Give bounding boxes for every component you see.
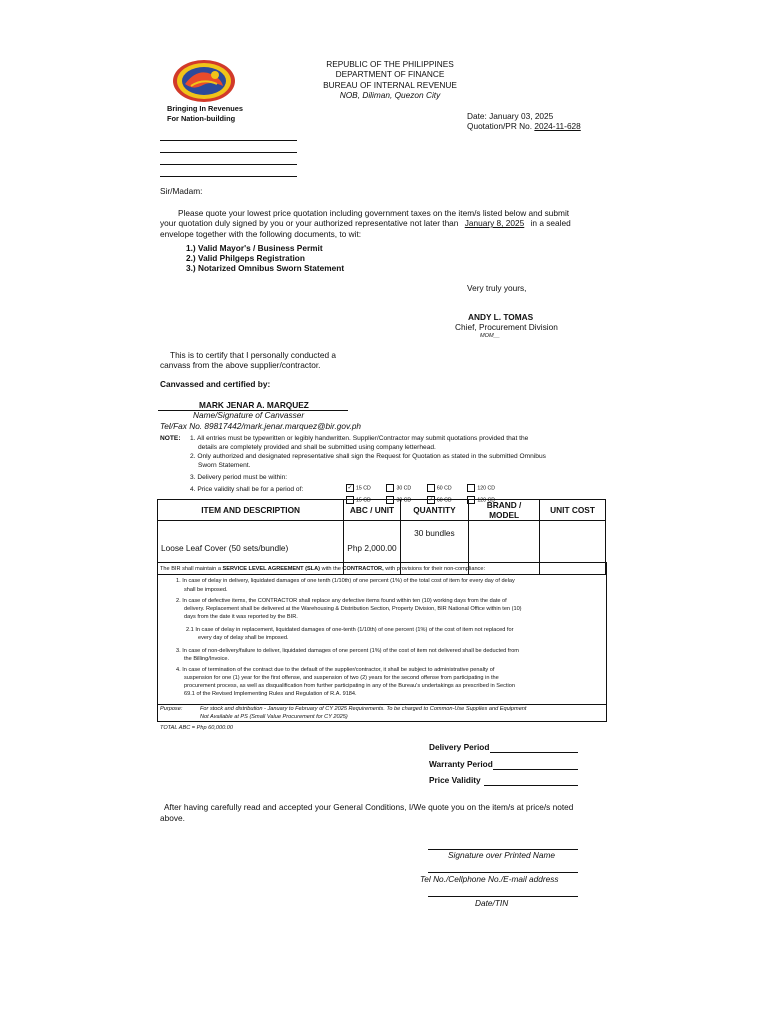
sla-item-4: 4. In case of termination of the contract due to the default of the supplier/contractor, it shall be subject to administrative penalty of bbox=[176, 667, 495, 673]
cell-quantity: 30 bundles bbox=[400, 521, 468, 575]
delivery-option-60[interactable]: 60 CD bbox=[427, 484, 455, 492]
body-line-2a: your quotation duly signed by you or your authorized representative not later than bbox=[160, 218, 459, 228]
tagline-line1: Bringing In Revenues bbox=[167, 104, 243, 113]
acceptance-line-2: above. bbox=[160, 813, 185, 823]
canvasser-name: MARK JENAR A. MARQUEZ bbox=[199, 400, 309, 410]
note-1: 1. All entries must be typewritten or legibly handwritten. Supplier/Contractor may submit quotations provided that the bbox=[190, 435, 529, 442]
quotation-line bbox=[467, 121, 581, 131]
sla-intro: The BIR shall maintain a SERVICE LEVEL AGREEMENT (SLA) with the CONTRACTOR, with provisions for their non-compliance: bbox=[160, 566, 486, 572]
note-2: 2. Only authorized and designated representative shall sign the Request for Quotation as stated in the submitted Omnibus bbox=[190, 453, 546, 460]
signature-caption: Signature over Printed Name bbox=[448, 850, 555, 860]
note-4: 4. Price validity shall be for a period of: bbox=[190, 486, 304, 493]
bir-logo bbox=[171, 58, 237, 104]
document-item: 3.) Notarized Omnibus Sworn Statement bbox=[186, 263, 345, 273]
sla-item-2b: delivery. Replacement shall be delivered at the Warehousing & Distribution Section, Property Division, BIR National Office within ten (10) bbox=[184, 606, 522, 612]
note-1b: details are completely provided and shall be submitted using company letterhead. bbox=[198, 444, 436, 451]
document-item: 1.) Valid Mayor's / Business Permit bbox=[186, 243, 323, 253]
body-line-2 bbox=[160, 218, 571, 228]
price-validity-field[interactable] bbox=[484, 785, 578, 786]
col-brand: BRAND / MODEL bbox=[469, 500, 540, 521]
address-line bbox=[160, 176, 297, 177]
table-header-row bbox=[158, 500, 606, 521]
sla-item-2-1b: every day of delay shall be imposed. bbox=[198, 635, 289, 641]
canvasser-contact: Tel/Fax No. 89817442/mark.jenar.marquez@bir.gov.ph bbox=[160, 421, 362, 431]
header-republic: REPUBLIC OF THE PHILIPPINES bbox=[326, 59, 454, 69]
body-line-2b: in a sealed bbox=[530, 218, 571, 228]
canvasser-caption: Name/Signature of Canvasser bbox=[193, 410, 305, 420]
col-item: ITEM AND DESCRIPTION bbox=[158, 500, 344, 521]
certify-line-2: canvass from the above supplier/contractor. bbox=[160, 360, 321, 370]
sla-item-4c: procurement process, as well as disqualification from further participating in any of the Bureau's undertakings as prescribed in Section bbox=[184, 683, 515, 689]
date-tin-caption: Date/TIN bbox=[475, 898, 509, 908]
salutation: Sir/Madam: bbox=[160, 186, 203, 196]
sla-item-2c: days from the date it was reported by the BIR. bbox=[184, 614, 298, 620]
purpose-line-2: Not Available at PS (Small Value Procurement for CY 2025) bbox=[200, 714, 348, 720]
delivery-period-field[interactable] bbox=[490, 752, 578, 753]
sla-item-3b: the Billing/Invoice. bbox=[184, 656, 230, 662]
date-line bbox=[467, 111, 553, 121]
delivery-option-15[interactable]: ✓ 15 CD bbox=[347, 484, 371, 491]
checkbox-checked[interactable]: ✓ bbox=[428, 496, 434, 503]
quotation-label: Quotation/PR No. bbox=[467, 121, 533, 131]
sla-item-4d: 69.1 of the Revised Implementing Rules and Regulation of R.A. 9184. bbox=[184, 691, 357, 697]
body-line-3: envelope together with the following documents, to wit: bbox=[160, 229, 362, 239]
delivery-option-120[interactable]: 120 CD bbox=[467, 484, 495, 492]
body-line-1: Please quote your lowest price quotation including government taxes on the item/s listed below and submit bbox=[178, 208, 570, 218]
purpose-line-1: For stock and distribution - January to February of CY 2025 Requirements. To be charged to Common-Use Supplies and Equipment bbox=[200, 706, 527, 712]
validity-option-60[interactable]: ✓ 60 CD bbox=[428, 496, 452, 503]
warranty-period-field[interactable] bbox=[493, 769, 578, 770]
date-tin-line[interactable] bbox=[428, 896, 578, 897]
col-abc: ABC / UNIT bbox=[344, 500, 400, 521]
address-line bbox=[160, 140, 297, 141]
address-line bbox=[160, 152, 297, 153]
document-item: 2.) Valid Philgeps Registration bbox=[186, 253, 305, 263]
acceptance-line-1: After having carefully read and accepted your General Conditions, I/We quote you on the item/s at price/s noted bbox=[164, 802, 574, 812]
deadline-date: January 8, 2025 bbox=[464, 218, 525, 228]
cell-abc: Php 2,000.00 bbox=[344, 521, 400, 575]
validity-option-120[interactable]: 120 CD bbox=[467, 496, 495, 504]
col-quantity: QUANTITY bbox=[400, 500, 468, 521]
header-department: DEPARTMENT OF FINANCE bbox=[335, 69, 445, 79]
purpose-label: Purpose: bbox=[160, 706, 183, 712]
sla-item-4b: suspension for one (1) year for the first offense, and suspension of two (2) years for the second offense from participating in the bbox=[184, 675, 499, 681]
address-line bbox=[160, 164, 297, 165]
signatory-title: Chief, Procurement Division bbox=[455, 322, 558, 332]
canvassed-label: Canvassed and certified by: bbox=[160, 379, 271, 389]
closing: Very truly yours, bbox=[467, 283, 527, 293]
tagline-line2: For Nation-building bbox=[167, 114, 236, 123]
header-address: NOB, Diliman, Quezon City bbox=[339, 90, 441, 100]
price-validity-label: Price Validity bbox=[429, 775, 481, 785]
signatory-name: ANDY L. TOMAS bbox=[468, 312, 534, 322]
header-bureau: BUREAU OF INTERNAL REVENUE bbox=[323, 80, 457, 90]
quotation-number: 2024-11-628 bbox=[534, 121, 581, 131]
note-3: 3. Delivery period must be within: bbox=[190, 474, 288, 481]
sla-item-1b: shall be imposed. bbox=[184, 587, 228, 593]
cell-item: Loose Leaf Cover (50 sets/bundle) bbox=[158, 521, 344, 575]
contact-caption: Tel No./Cellphone No./E-mail address bbox=[420, 874, 559, 884]
contact-line[interactable] bbox=[428, 872, 578, 873]
col-unit-cost: UNIT COST bbox=[540, 500, 606, 521]
sla-item-1: 1. In case of delay in delivery, liquidated damages of one tenth (1/10th) of one percent (1%) of the total cost of item for every day of delay bbox=[176, 578, 515, 584]
certify-line-1: This is to certify that I personally conducted a bbox=[170, 350, 337, 360]
sla-item-3: 3. In case of non-delivery/failure to deliver, liquidated damages of one percent (1%) of the cost of item not delivered shall be deducted from bbox=[176, 648, 519, 654]
delivery-option-30[interactable]: 30 CD bbox=[386, 484, 414, 492]
delivery-period-label: Delivery Period bbox=[429, 742, 490, 752]
signatory-initials: MOM__ bbox=[480, 333, 500, 339]
validity-option-15[interactable]: 15 CD bbox=[346, 496, 374, 504]
sla-item-2: 2. In case of defective items, the CONTRACTOR shall replace any defective items found within ten (10) working days from the date of bbox=[176, 598, 507, 604]
validity-option-30[interactable]: 30 CD bbox=[386, 496, 414, 504]
sla-item-2-1: 2.1 In case of delay in replacement, liquidated damages of one-tenth (1/10th) of one percent (1%) of the cost of item not replaced for bbox=[186, 627, 514, 633]
date-label: Date: bbox=[467, 111, 487, 121]
note-label: NOTE: bbox=[160, 435, 181, 442]
warranty-period-label: Warranty Period bbox=[429, 759, 493, 769]
purpose-box bbox=[157, 704, 607, 722]
note-2b: Sworn Statement. bbox=[198, 462, 251, 469]
checkbox-checked[interactable]: ✓ bbox=[347, 484, 353, 491]
sla-box bbox=[157, 562, 607, 705]
total-abc: TOTAL ABC = Php 60,000.00 bbox=[160, 725, 234, 731]
date-value: January 03, 2025 bbox=[489, 111, 554, 121]
